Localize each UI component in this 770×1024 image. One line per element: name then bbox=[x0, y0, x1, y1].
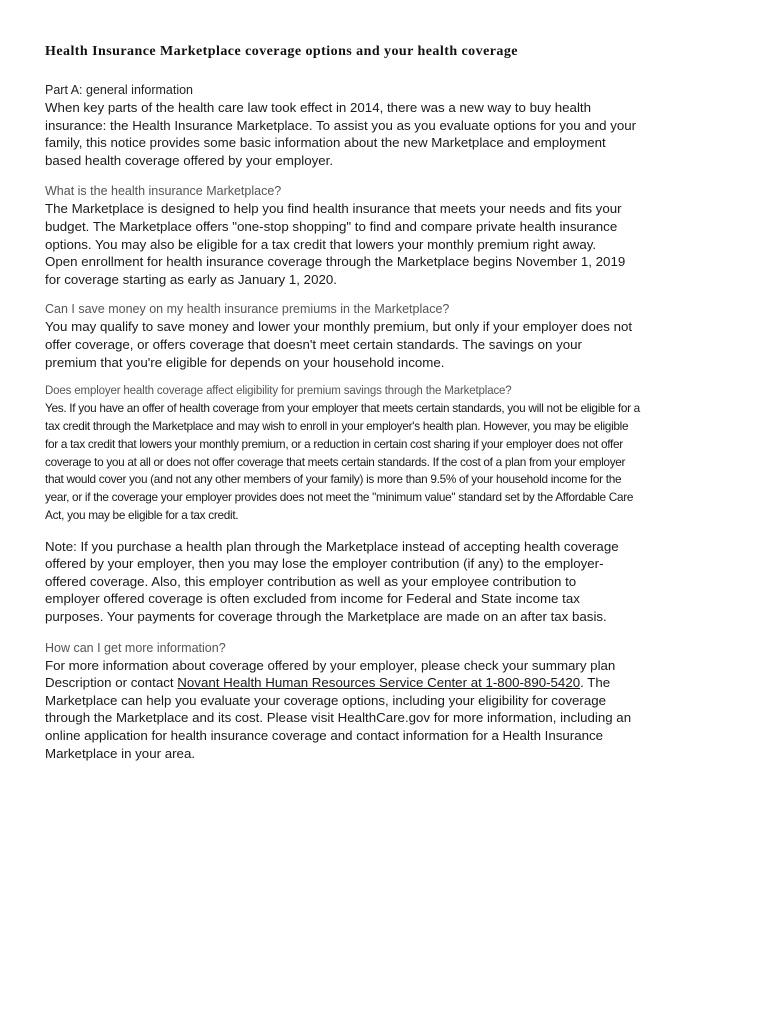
paragraph-line: offer coverage, or offers coverage that doesn't meet certain standards. The savings on your bbox=[45, 336, 582, 352]
paragraph-line: through the Marketplace and its cost. Please visit HealthCare.gov for more information, including an bbox=[45, 710, 632, 726]
paragraph-eligibility bbox=[45, 400, 725, 525]
paragraph-line: online application for health insurance coverage and contact information for a Health Insurance bbox=[45, 728, 604, 744]
paragraph-line: Act, you may be eligible for a tax credit. bbox=[45, 507, 239, 522]
paragraph-line: offered by your employer, then you may lose the employer contribution (if any) to the employer- bbox=[45, 556, 604, 572]
hr-service-center-link[interactable]: Novant Health Human Resources Service Center at 1-800-890-5420 bbox=[177, 675, 581, 691]
section-heading-part-a: Part A: general information bbox=[45, 83, 193, 97]
paragraph-line: tax credit through the Marketplace and may wish to enroll in your employer's health plan. However, you may be eligible bbox=[45, 418, 629, 433]
paragraph-line: budget. The Marketplace offers "one-stop shopping" to find and compare private health insurance bbox=[45, 218, 618, 234]
paragraph-line: that would cover you (and not any other members of your family) is more than 9.5% of your household income for the bbox=[45, 472, 622, 487]
paragraph-line: Marketplace can help you evaluate your coverage options, including your eligibility for coverage bbox=[45, 692, 607, 708]
section-eligibility bbox=[45, 383, 725, 525]
section-heading-more-info: How can I get more information? bbox=[45, 640, 226, 655]
paragraph-line: options. You may also be eligible for a tax credit that lowers your monthly premium right away. bbox=[45, 236, 597, 252]
section-more-info bbox=[45, 640, 725, 763]
paragraph-line: premium that you're eligible for depends on your household income. bbox=[45, 354, 445, 370]
section-save-money bbox=[45, 301, 725, 371]
paragraph-line: For more information about coverage offered by your employer, please check your summary plan bbox=[45, 657, 616, 673]
paragraph-line: employer offered coverage is often excluded from income for Federal and State income tax bbox=[45, 591, 580, 607]
paragraph-line: Yes. If you have an offer of health coverage from your employer that meets certain standards, you will not be eligible for a bbox=[45, 401, 640, 416]
paragraph-line: for coverage starting as early as January 1, 2020. bbox=[45, 271, 337, 287]
paragraph-line: Note: If you purchase a health plan through the Marketplace instead of accepting health coverage bbox=[45, 538, 619, 554]
paragraph-line: family, this notice provides some basic information about the new Marketplace and employment bbox=[45, 135, 606, 151]
paragraph-line: for a tax credit that lowers your monthly premium, or a reduction in certain cost sharing if your employer does not offer bbox=[45, 436, 623, 451]
section-what-is-marketplace bbox=[45, 183, 725, 288]
paragraph-note bbox=[45, 538, 725, 626]
paragraph-line: Marketplace in your area. bbox=[45, 745, 196, 761]
paragraph-line-with-link bbox=[45, 674, 725, 692]
paragraph-save-money bbox=[45, 318, 725, 371]
paragraph-line: The Marketplace is designed to help you find health insurance that meets your needs and fits your bbox=[45, 201, 622, 217]
document-title: Health Insurance Marketplace coverage options and your health coverage bbox=[45, 44, 518, 59]
paragraph-line: Open enrollment for health insurance coverage through the Marketplace begins November 1, 2019 bbox=[45, 254, 626, 270]
paragraph-line: coverage to you at all or does not offer coverage that meets certain standards. If the cost of a plan from your employer bbox=[45, 454, 626, 469]
section-heading-what-is-marketplace: What is the health insurance Marketplace? bbox=[45, 184, 282, 199]
contact-text: Description or contact bbox=[45, 675, 178, 691]
paragraph-line: year, or if the coverage your employer provides does not meet the "minimum value" standard set by the Affordable Care bbox=[45, 490, 634, 505]
section-heading-eligibility: Does employer health coverage affect eligibility for premium savings through the Marketplace? bbox=[45, 385, 512, 398]
document-page bbox=[45, 44, 725, 762]
paragraph-line: offered coverage. Also, this employer contribution as well as your employee contribution to bbox=[45, 573, 577, 589]
paragraph-line: When key parts of the health care law took effect in 2014, there was a new way to buy health bbox=[45, 100, 591, 115]
paragraph-line: You may qualify to save money and lower your monthly premium, but only if your employer does not bbox=[45, 319, 633, 335]
paragraph-more-info bbox=[45, 657, 725, 763]
section-heading-save-money: Can I save money on my health insurance premiums in the Marketplace? bbox=[45, 302, 450, 317]
paragraph-line: based health coverage offered by your employer. bbox=[45, 152, 334, 168]
paragraph-line: insurance: the Health Insurance Marketplace. To assist you as you evaluate options for you and your bbox=[45, 117, 637, 133]
section-note bbox=[45, 538, 725, 626]
paragraph-part-a bbox=[45, 99, 725, 169]
contact-text-end: . The bbox=[580, 675, 611, 691]
paragraph-line: purposes. Your payments for coverage through the Marketplace are made on an after tax basis. bbox=[45, 609, 607, 625]
section-part-a bbox=[45, 82, 725, 169]
paragraph-what-is-marketplace bbox=[45, 200, 725, 288]
